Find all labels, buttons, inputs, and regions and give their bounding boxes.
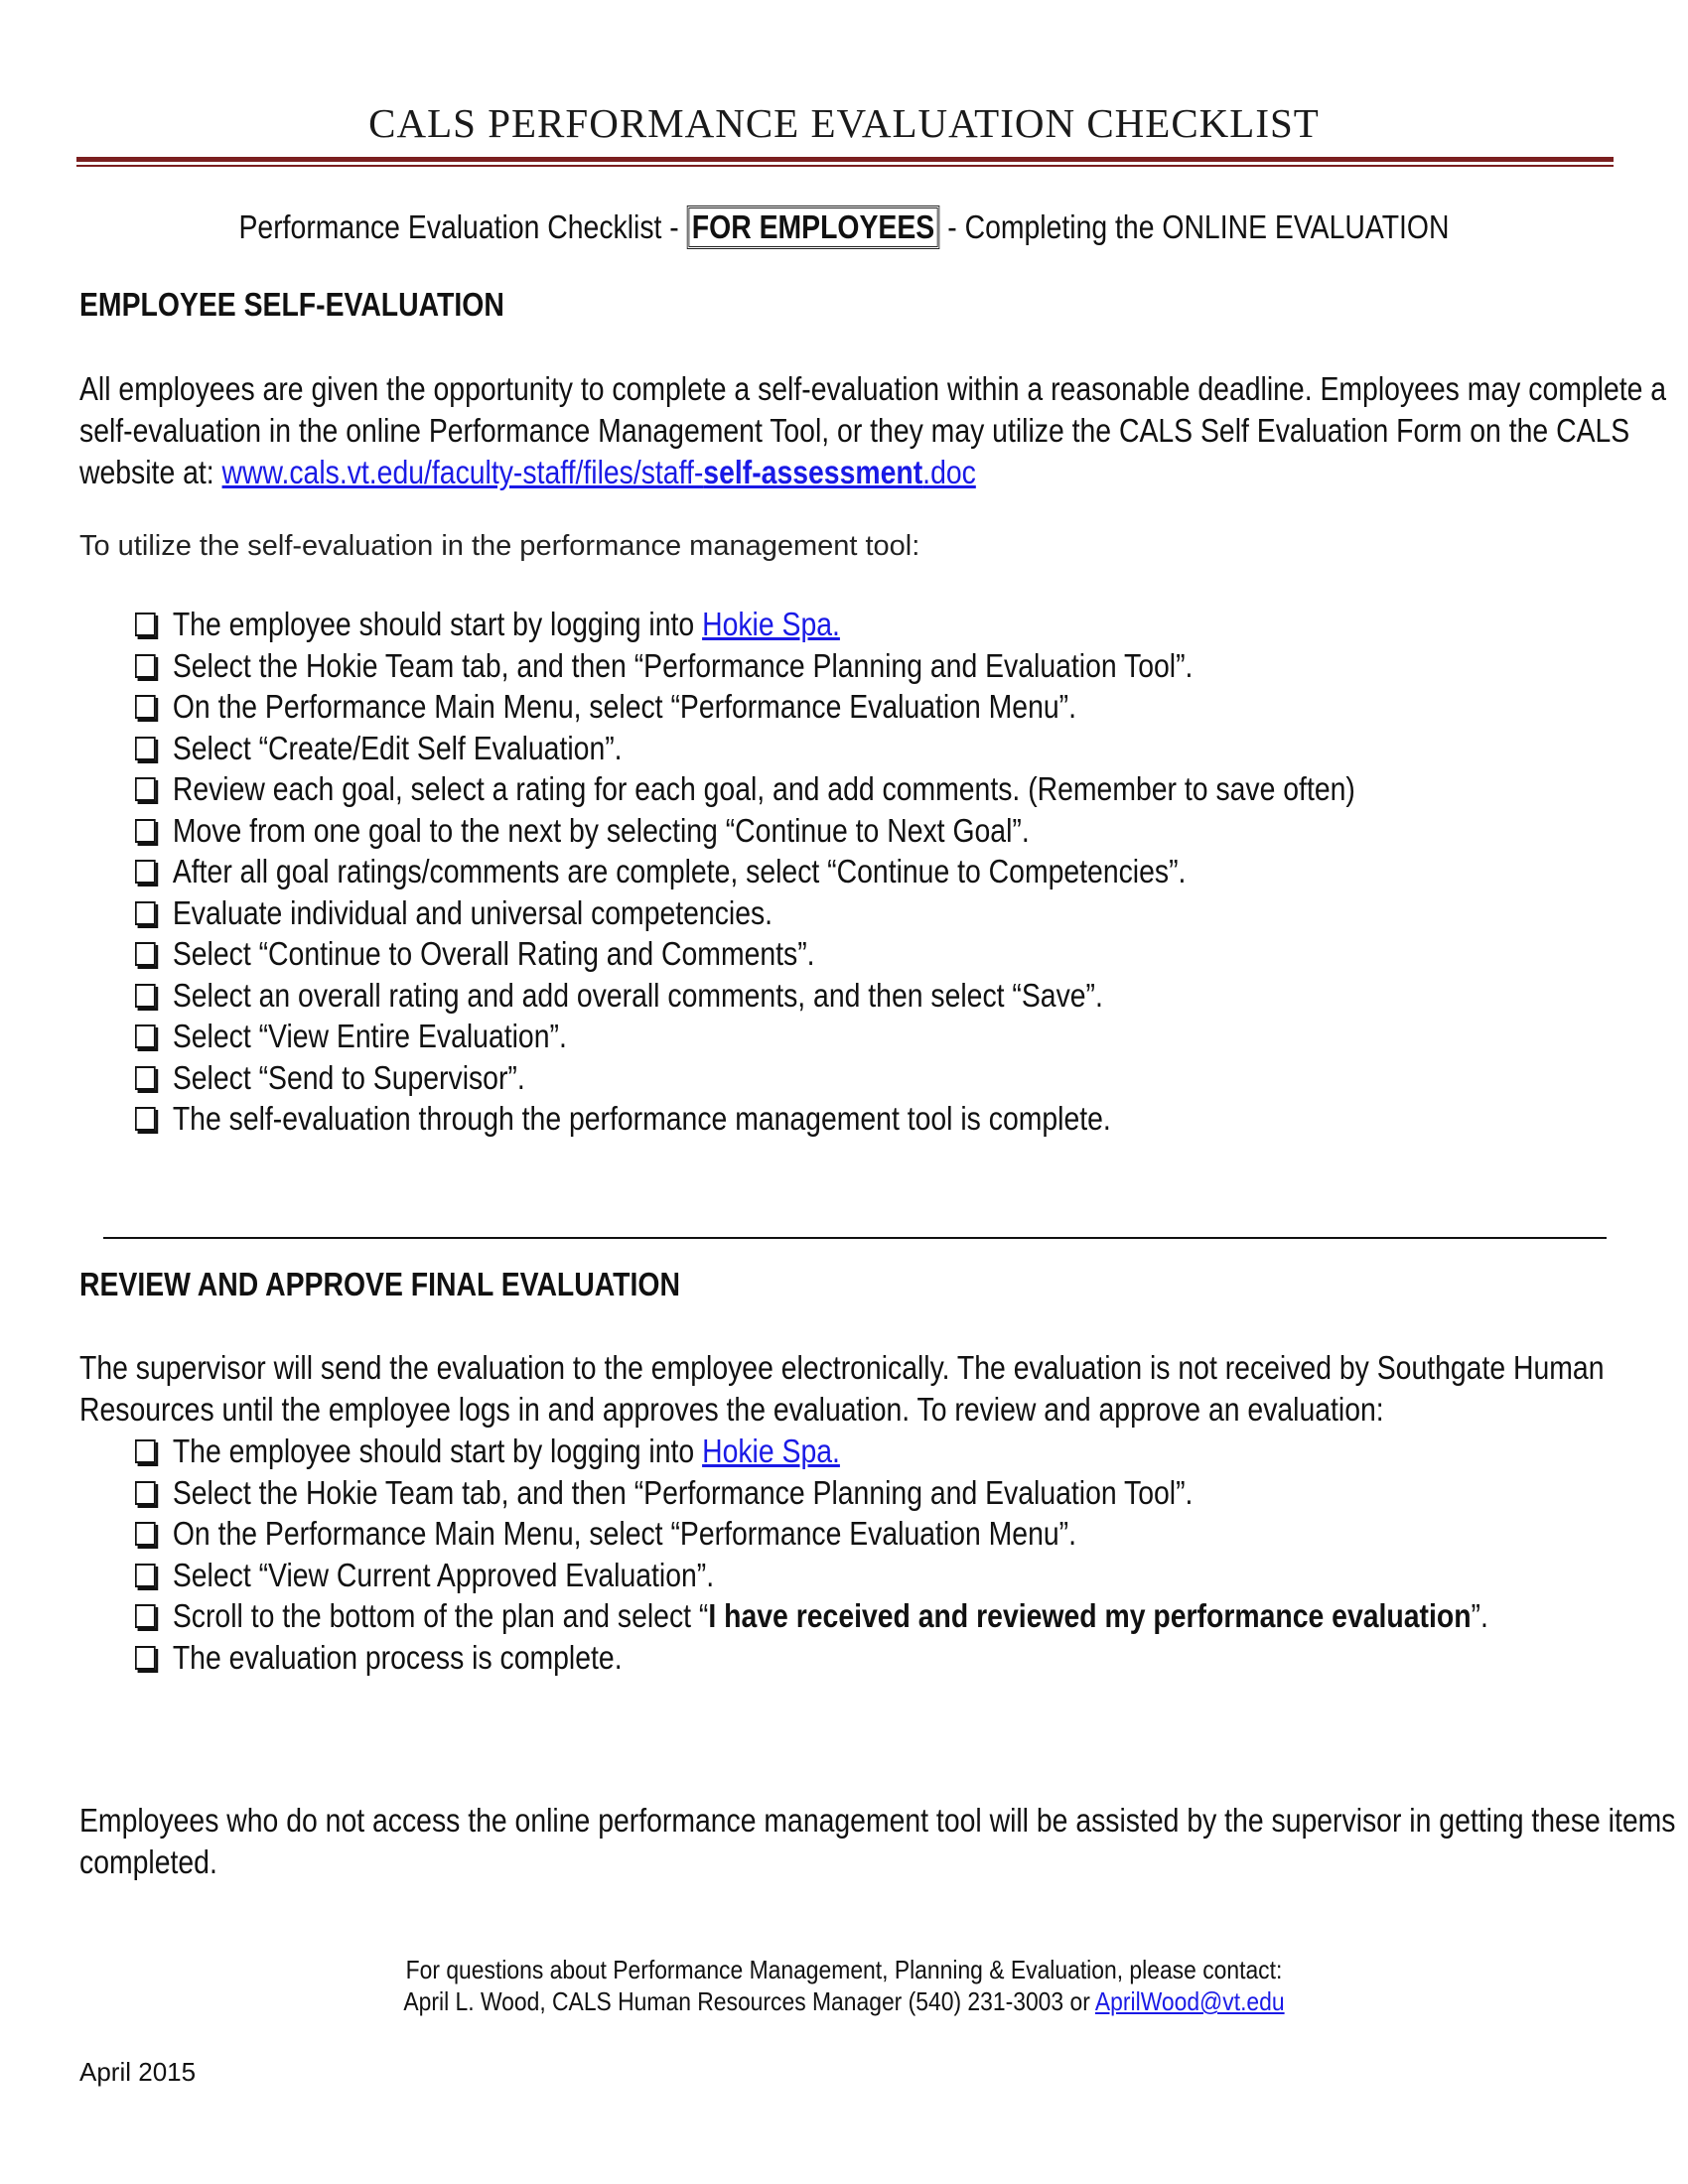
footer-line-2: April L. Wood, CALS Human Resources Manager (540) 231-3003 or AprilWood@vt.edu xyxy=(403,1986,1285,2016)
list-item xyxy=(135,768,1355,810)
checkbox-icon[interactable] xyxy=(135,1604,156,1628)
title-rule xyxy=(76,157,1614,162)
step-text: Select the Hokie Team tab, and then “Performance Planning and Evaluation Tool”. xyxy=(172,646,1194,684)
section-divider xyxy=(103,1237,1607,1239)
list-item xyxy=(135,1637,1488,1679)
self-assessment-form-link[interactable]: www.cals.vt.edu/faculty-staff/files/staff-self-assessment.doc xyxy=(221,454,976,490)
list-item xyxy=(135,728,1355,769)
subtitle xyxy=(118,205,1570,249)
step-text: Move from one goal to the next by selecting “Continue to Next Goal”. xyxy=(172,811,1030,849)
step-text: Select “Continue to Overall Rating and Comments”. xyxy=(172,935,815,972)
checkbox-icon[interactable] xyxy=(135,695,156,719)
list-item xyxy=(135,1555,1488,1596)
checkbox-icon[interactable] xyxy=(135,1439,156,1463)
checkbox-icon[interactable] xyxy=(135,942,156,966)
step-text: Review each goal, select a rating for each goal, and add comments. (Remember to save often) xyxy=(172,770,1355,807)
list-item xyxy=(135,686,1355,728)
checkbox-icon[interactable] xyxy=(135,1646,156,1670)
self-evaluation-checklist xyxy=(135,604,1355,1140)
step-text: On the Performance Main Menu, select “Performance Evaluation Menu”. xyxy=(172,688,1077,725)
list-item xyxy=(135,1595,1488,1637)
checkbox-icon[interactable] xyxy=(135,654,156,678)
step-text: The self-evaluation through the performance management tool is complete. xyxy=(172,1100,1111,1137)
checkbox-icon[interactable] xyxy=(135,860,156,884)
list-item xyxy=(135,1016,1355,1057)
subtitle-prefix: Performance Evaluation Checklist - xyxy=(238,208,687,245)
checkbox-icon[interactable] xyxy=(135,984,156,1008)
step-text-bold: I have received and reviewed my performance evaluation xyxy=(708,1597,1472,1634)
checkbox-icon[interactable] xyxy=(135,1107,156,1131)
self-evaluation-paragraph xyxy=(79,368,1676,493)
step-text: Select “View Entire Evaluation”. xyxy=(172,1018,567,1054)
review-paragraph: The supervisor will send the evaluation to the employee electronically. The evaluation is not received by Southgate Human Resources until the employee logs in and approves the evaluation. To review and approve an evaluation: xyxy=(79,1349,1605,1428)
step-text: Select the Hokie Team tab, and then “Performance Planning and Evaluation Tool”. xyxy=(172,1473,1194,1511)
checkbox-icon[interactable] xyxy=(135,901,156,925)
checkbox-icon[interactable] xyxy=(135,1481,156,1505)
step-text: After all goal ratings/comments are complete, select “Continue to Competencies”. xyxy=(172,853,1187,889)
list-item xyxy=(135,1057,1355,1099)
closing-paragraph: Employees who do not access the online performance management tool will be assisted by the supervisor in getting these items completed. xyxy=(79,1802,1676,1880)
list-item xyxy=(135,1431,1488,1472)
checkbox-icon[interactable] xyxy=(135,1066,156,1090)
footer-contact xyxy=(101,1954,1587,2017)
list-item xyxy=(135,645,1355,687)
step-text: Select “Send to Supervisor”. xyxy=(172,1058,525,1096)
checkbox-icon[interactable] xyxy=(135,1564,156,1587)
title-rule-thin xyxy=(76,165,1614,167)
step-text: The employee should start by logging into xyxy=(172,606,703,642)
checkbox-icon[interactable] xyxy=(135,777,156,801)
self-evaluation-heading: EMPLOYEE SELF-EVALUATION xyxy=(79,286,504,323)
step-text: Evaluate individual and universal competencies. xyxy=(172,893,774,931)
subtitle-boxed-label: FOR EMPLOYEES xyxy=(687,205,940,249)
review-checklist xyxy=(135,1431,1488,1678)
step-text: Select an overall rating and add overall comments, and then select “Save”. xyxy=(172,976,1103,1014)
footer-line-1: For questions about Performance Management, Planning & Evaluation, please contact: xyxy=(405,1955,1283,1984)
hokie-spa-link[interactable]: Hokie Spa. xyxy=(702,1433,840,1469)
step-text: Select “Create/Edit Self Evaluation”. xyxy=(172,729,623,766)
step-text: On the Performance Main Menu, select “Performance Evaluation Menu”. xyxy=(172,1515,1077,1552)
review-heading: REVIEW AND APPROVE FINAL EVALUATION xyxy=(79,1266,680,1302)
list-item xyxy=(135,851,1355,892)
email-link[interactable]: AprilWood@vt.edu xyxy=(1094,1986,1285,2016)
list-item xyxy=(135,810,1355,852)
list-item xyxy=(135,933,1355,975)
checkbox-icon[interactable] xyxy=(135,819,156,843)
list-item xyxy=(135,1513,1488,1555)
step-text: The employee should start by logging into xyxy=(172,1433,703,1469)
checkbox-icon[interactable] xyxy=(135,613,156,636)
document-date: April 2015 xyxy=(79,2057,197,2087)
checkbox-icon[interactable] xyxy=(135,1522,156,1546)
subtitle-suffix: - Completing the ONLINE EVALUATION xyxy=(939,208,1450,245)
step-text: The evaluation process is complete. xyxy=(172,1638,623,1676)
list-item xyxy=(135,604,1355,645)
self-evaluation-intro: To utilize the self-evaluation in the performance management tool: xyxy=(79,530,920,562)
checkbox-icon[interactable] xyxy=(135,1024,156,1048)
list-item xyxy=(135,1472,1488,1514)
checkbox-icon[interactable] xyxy=(135,737,156,760)
step-text-suffix: ”. xyxy=(1471,1597,1488,1634)
list-item xyxy=(135,892,1355,934)
step-text-prefix: Scroll to the bottom of the plan and select “ xyxy=(172,1597,709,1634)
list-item xyxy=(135,975,1355,1017)
document-title: CALS PERFORMANCE EVALUATION CHECKLIST xyxy=(368,100,1320,146)
step-text: Select “View Current Approved Evaluation”. xyxy=(172,1556,715,1593)
list-item xyxy=(135,1098,1355,1140)
self-evaluation-paragraph-text: All employees are given the opportunity to complete a self-evaluation within a reasonable deadline. Employees may complete a self-evaluation in the online Performance Management Tool, or they may utilize the CALS Self Evaluation Form on the CALS website at: xyxy=(79,370,1667,490)
hokie-spa-link[interactable]: Hokie Spa. xyxy=(702,606,840,642)
